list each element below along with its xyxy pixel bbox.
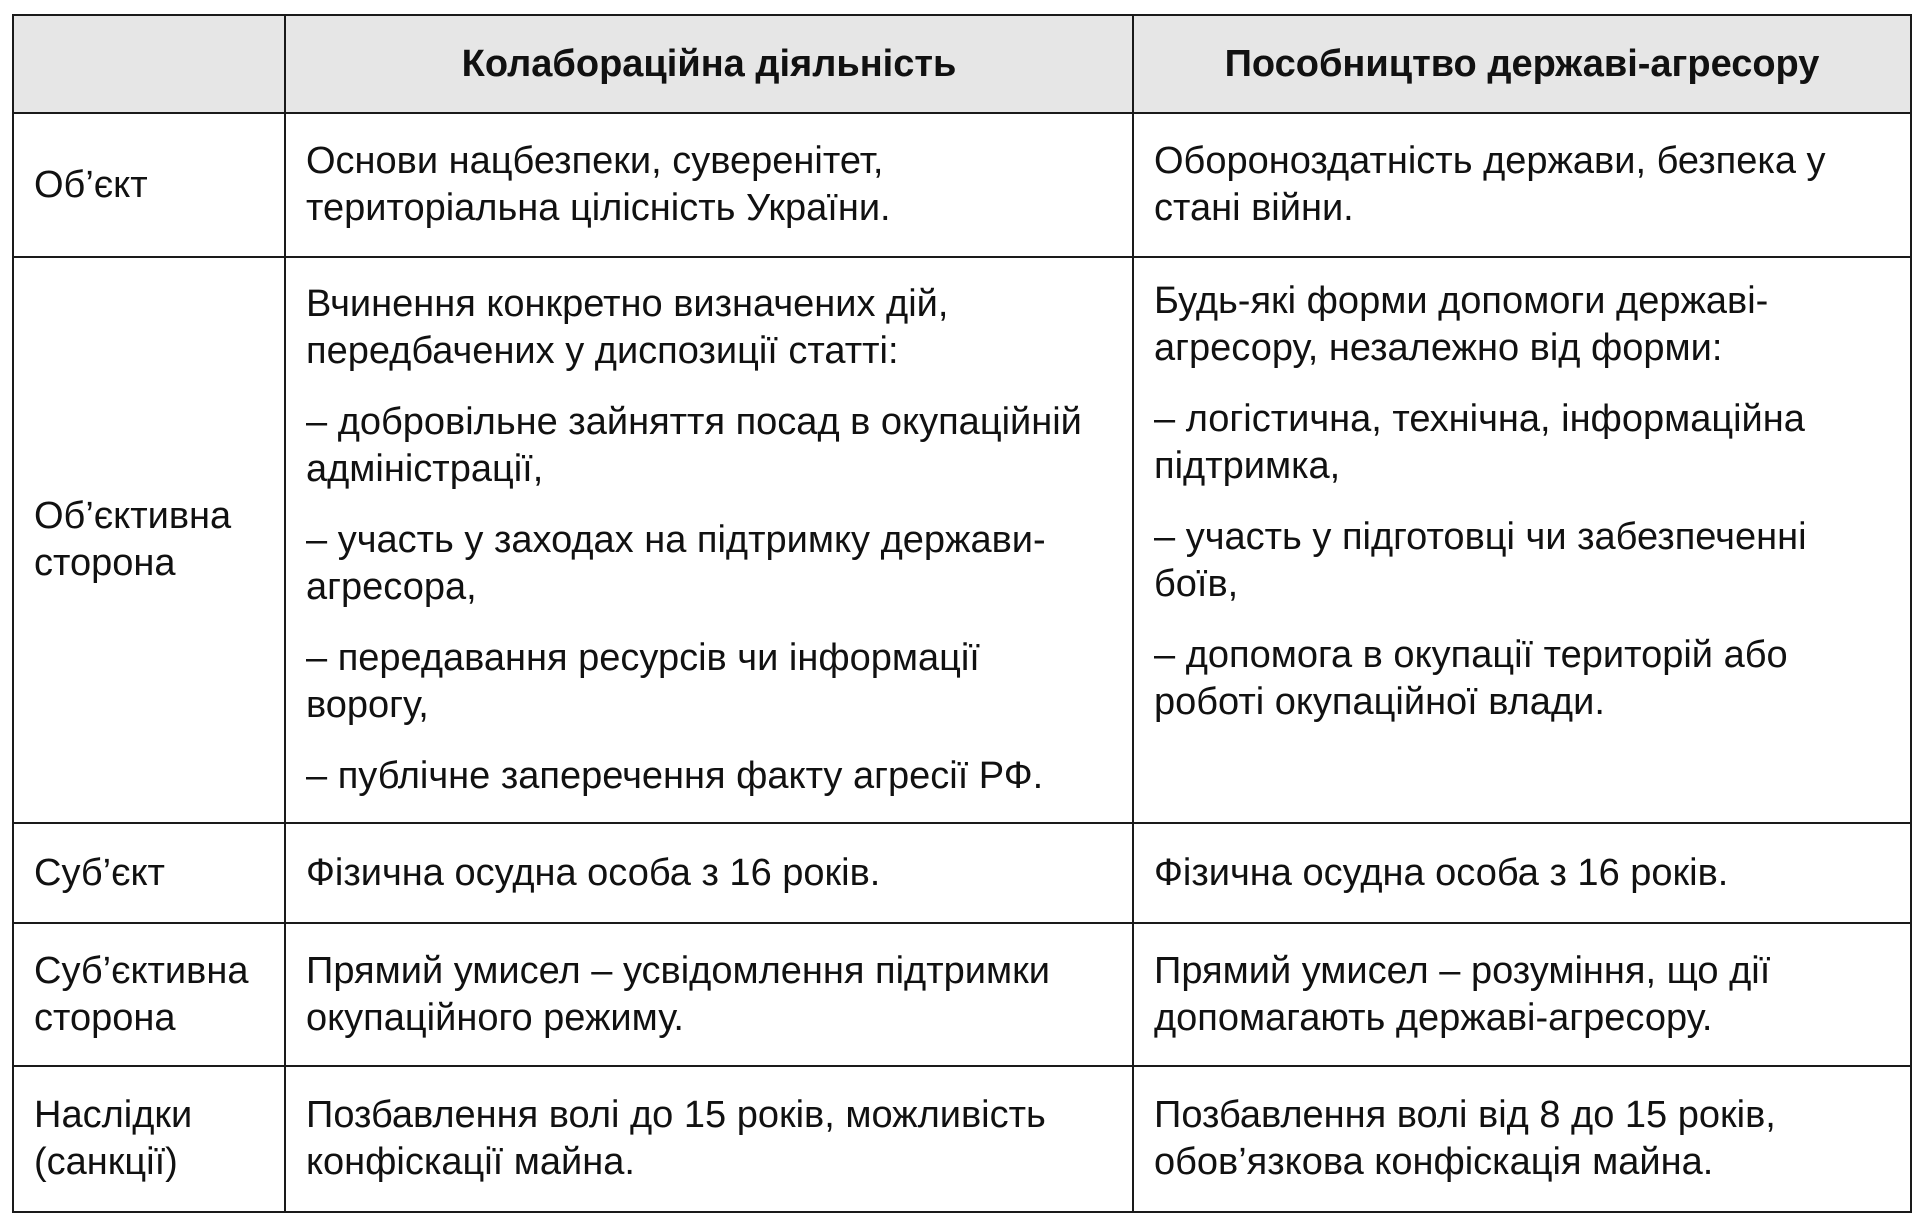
cell-text: Фізична осудна особа з 16 років. xyxy=(306,851,881,894)
cell-text: Будь-які форми допомоги державі-агресору, незалежно від форми: xyxy=(1154,280,1769,369)
list-item: – участь у підготовці чи забезпеченні боїв, xyxy=(1154,516,1807,605)
table-row xyxy=(13,823,1911,923)
cell-aiding-object xyxy=(1133,113,1911,257)
cell-text: Фізична осудна особа з 16 років. xyxy=(1154,851,1729,894)
list-item: – логістична, технічна, інформаційна підтримка, xyxy=(1154,398,1805,487)
cell-collaboration-sanctions xyxy=(285,1066,1133,1212)
cell-collaboration-subjective-side xyxy=(285,923,1133,1066)
cell-text: Основи нацбезпеки, суверенітет, територіальна цілісність України. xyxy=(306,140,891,229)
row-label-sanctions: Наслідки (санкції) xyxy=(13,1066,285,1212)
row-label-objective-side: Об’єктивна сторона xyxy=(13,257,285,823)
cell-collaboration-objective-side xyxy=(285,257,1133,823)
table-row xyxy=(13,1066,1911,1212)
cell-text: Прямий умисел – розуміння, що дії допомагають державі-агресору. xyxy=(1154,949,1771,1039)
cell-text: Позбавлення волі до 15 років, можливість конфіскації майна. xyxy=(306,1094,1046,1183)
table-row xyxy=(13,257,1911,823)
cell-text: Прямий умисел – усвідомлення підтримки окупаційного режиму. xyxy=(306,949,1050,1039)
header-empty-cell xyxy=(13,15,285,113)
cell-text: Обороноздатність держави, безпека у стані війни. xyxy=(1154,140,1826,229)
cell-collaboration-subject xyxy=(285,823,1133,923)
cell-collaboration-object xyxy=(285,113,1133,257)
cell-aiding-subject xyxy=(1133,823,1911,923)
row-label-subject: Суб’єкт xyxy=(13,823,285,923)
cell-text: Вчинення конкретно визначених дій, передбачених у диспозиції статті: xyxy=(306,282,949,372)
document-page xyxy=(12,14,1910,1213)
list-item: – участь у заходах на підтримку держави-агресора, xyxy=(306,518,1046,608)
cell-aiding-subjective-side xyxy=(1133,923,1911,1066)
list-item: – публічне заперечення факту агресії РФ. xyxy=(306,754,1044,797)
table-row xyxy=(13,113,1911,257)
list-item: – передавання ресурсів чи інформації ворогу, xyxy=(306,636,980,726)
row-label-object: Об’єкт xyxy=(13,113,285,257)
cell-text: Позбавлення волі від 8 до 15 років, обов’язкова конфіскація майна. xyxy=(1154,1094,1776,1183)
table-row xyxy=(13,923,1911,1066)
table-header-row xyxy=(13,15,1911,113)
header-collaboration: Колабораційна діяльність xyxy=(285,15,1133,113)
cell-aiding-objective-side xyxy=(1133,257,1911,823)
list-item: – допомога в окупації територій або роботі окупаційної влади. xyxy=(1154,634,1788,723)
list-item: – добровільне зайняття посад в окупаційній адміністрації, xyxy=(306,400,1082,490)
row-label-subjective-side: Суб’єктивна сторона xyxy=(13,923,285,1066)
header-aiding-aggressor: Пособництво державі-агресору xyxy=(1133,15,1911,113)
comparison-table xyxy=(12,14,1912,1213)
cell-aiding-sanctions xyxy=(1133,1066,1911,1212)
